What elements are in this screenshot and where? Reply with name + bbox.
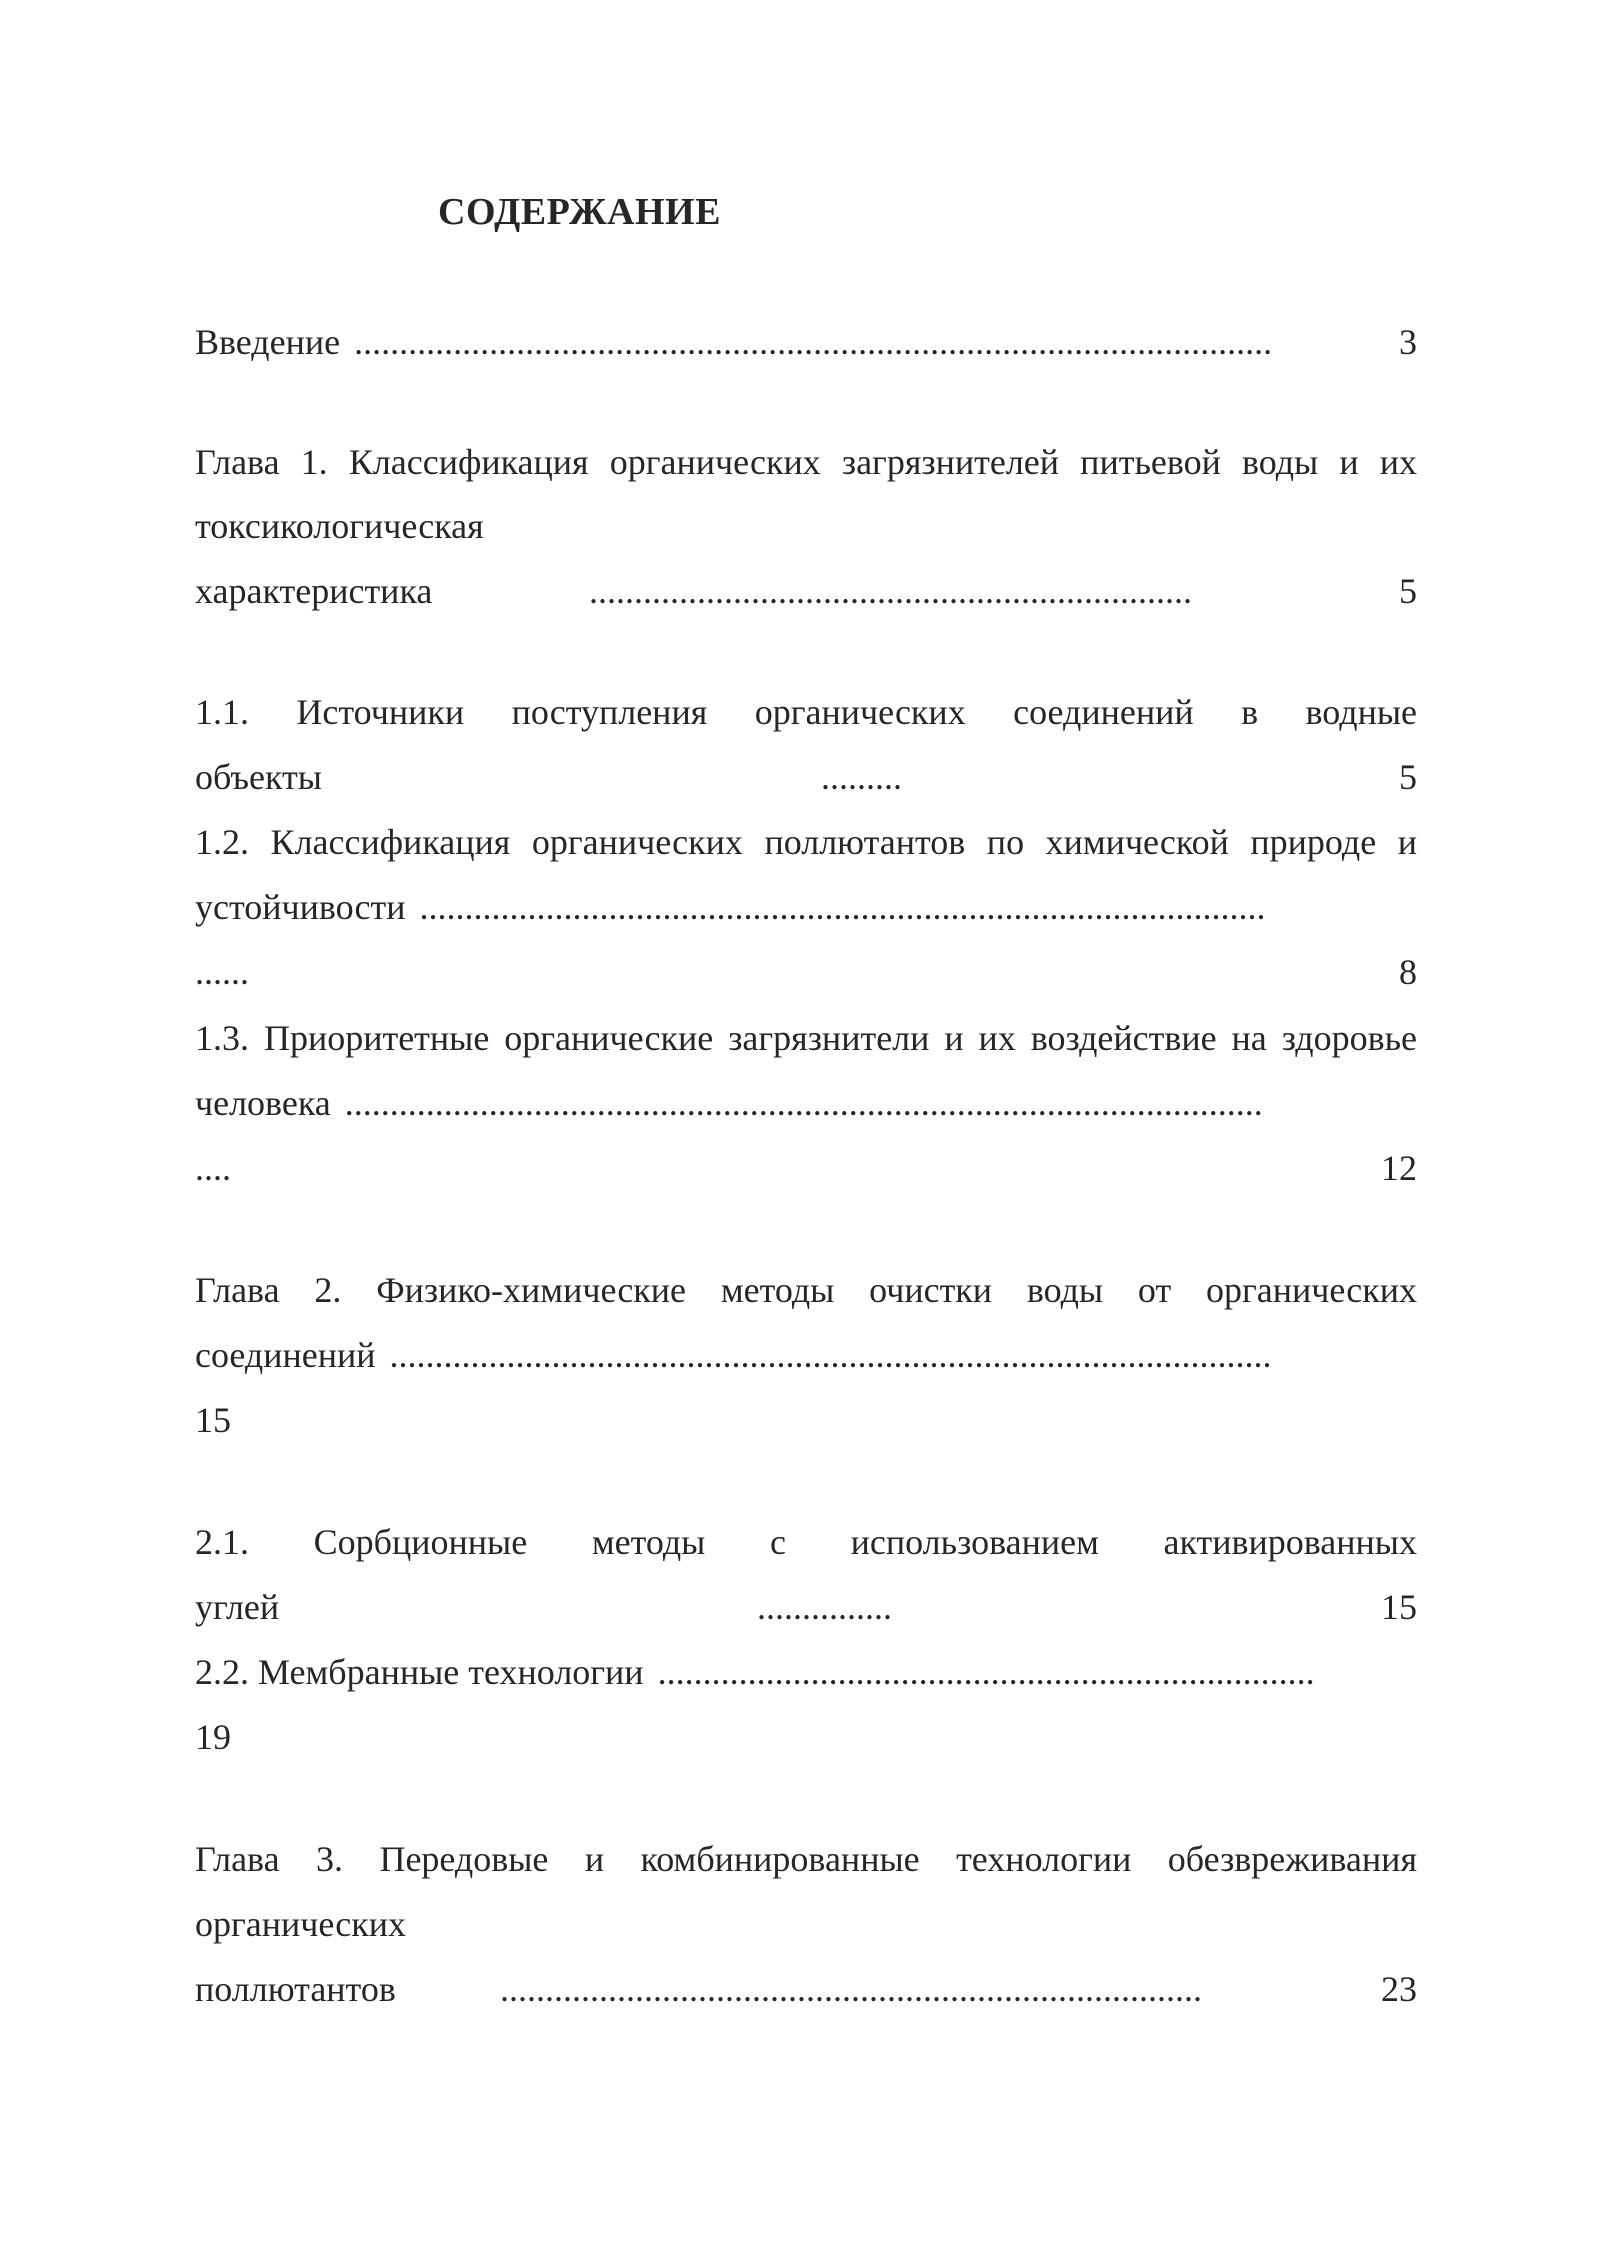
toc-page-number: 8	[1399, 952, 1417, 992]
toc-entry-chapter-3-line-2: органических	[195, 1904, 406, 1944]
toc-leader-dots: .........	[821, 757, 902, 797]
toc-leader-dots: ...............	[757, 1587, 892, 1627]
toc-entry-label: устойчивости	[195, 887, 406, 927]
toc-entry-section-1-3-line-3	[195, 1142, 1417, 1194]
toc-entry-section-1-2-line-2	[195, 881, 1417, 933]
toc-entry-chapter-2-line-1: Глава 2. Физико-химические методы очистки воды от органических	[195, 1270, 1417, 1310]
toc-leader-dots: ....	[195, 1148, 231, 1188]
toc-entry-chapter-1-line-1: Глава 1. Классификация органических загрязнителей питьевой воды и их	[195, 442, 1417, 482]
toc-entry-section-2-1-line-1: 2.1. Сорбционные методы с использованием активированных	[195, 1522, 1417, 1562]
toc-entry-label: характеристика	[195, 571, 433, 611]
toc-leader-dots: ......................................................................................................	[344, 1083, 1263, 1123]
toc-leader-dots: ..................................................................................................	[389, 1335, 1272, 1375]
toc-entry-label: Введение	[195, 322, 341, 362]
toc-leader-dots: ......................................................................................................	[354, 322, 1273, 362]
toc-entry-chapter-1-line-3	[195, 565, 1417, 617]
toc-page-number: 15	[1381, 1587, 1417, 1627]
toc-page-number: 12	[1381, 1148, 1417, 1188]
toc-entry-section-2-1-line-2	[195, 1581, 1417, 1633]
toc-entry-section-1-1-line-1: 1.1. Источники поступления органических соединений в водные	[195, 692, 1417, 732]
toc-page-number: 19	[195, 1717, 231, 1757]
toc-leader-dots: ..............................................................................................	[419, 887, 1266, 927]
toc-entry-label: углей	[195, 1587, 280, 1627]
toc-entry-chapter-2-line-3	[195, 1394, 1417, 1446]
toc-leader-dots: .........................................................................	[657, 1652, 1315, 1692]
toc-page-number: 5	[1399, 571, 1417, 611]
toc-entry-section-1-1-line-2	[195, 751, 1417, 803]
page-title: СОДЕРЖАНИЕ	[438, 191, 721, 233]
toc-entry-label: 2.2. Мембранные технологии	[195, 1652, 644, 1692]
toc-entry-section-2-2-line-2	[195, 1711, 1417, 1763]
toc-entry-chapter-2-line-2	[195, 1329, 1417, 1381]
toc-leader-dots: ...................................................................	[589, 571, 1192, 611]
toc-page-number: 3	[1399, 322, 1417, 362]
toc-page-number: 23	[1381, 1969, 1417, 2009]
toc-entry-introduction	[195, 316, 1417, 368]
toc-entry-section-2-2-line-1	[195, 1646, 1417, 1698]
toc-page-number: 5	[1399, 757, 1417, 797]
toc-leader-dots: ......	[195, 952, 249, 992]
toc-entry-label: объекты	[195, 757, 322, 797]
toc-entry-chapter-3-line-1: Глава 3. Передовые и комбинированные технологии обезвреживания	[195, 1839, 1417, 1879]
toc-page-number: 15	[195, 1400, 231, 1440]
toc-leader-dots: ..............................................................................	[500, 1969, 1202, 2009]
toc-entry-section-1-2-line-3	[195, 946, 1417, 998]
toc-entry-section-1-3-line-2	[195, 1077, 1417, 1129]
toc-entry-section-1-2-line-1: 1.2. Классификация органических поллютантов по химической природе и	[195, 822, 1417, 862]
toc-entry-label: поллютантов	[195, 1969, 396, 2009]
toc-entry-label: человека	[195, 1083, 331, 1123]
toc-entry-chapter-3-line-3	[195, 1963, 1417, 2015]
toc-entry-chapter-1-line-2: токсикологическая	[195, 506, 484, 546]
toc-entry-label: соединений	[195, 1335, 376, 1375]
toc-entry-section-1-3-line-1: 1.3. Приоритетные органические загрязнители и их воздействие на здоровье	[195, 1018, 1417, 1058]
